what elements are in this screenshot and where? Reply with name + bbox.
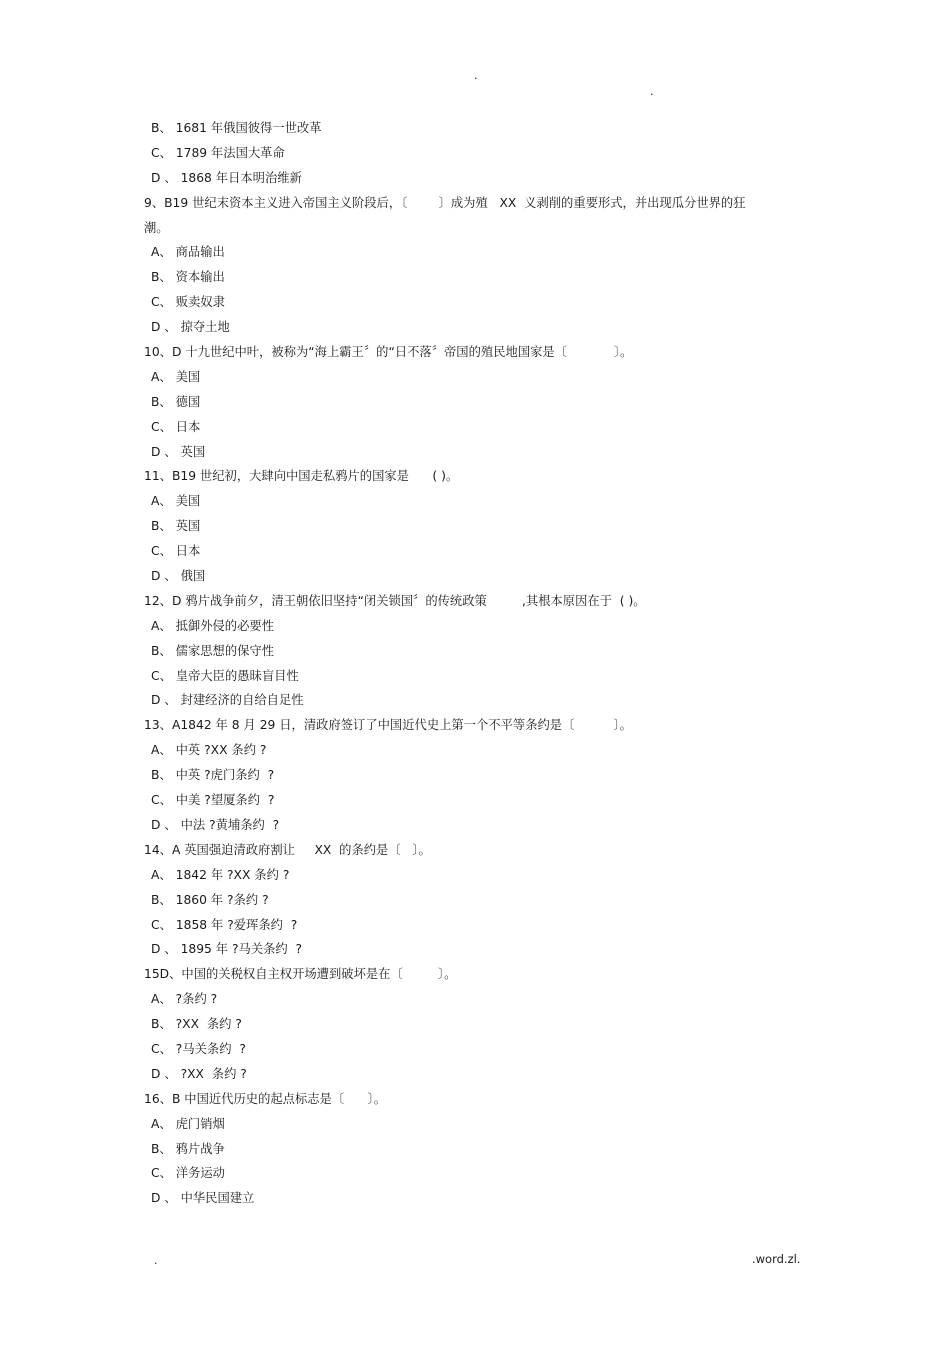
option-line: A、 ?条约 ?	[151, 992, 218, 1007]
option-line: D 、 ?XX 条约 ?	[151, 1066, 247, 1081]
option-line: D 、 英国	[151, 444, 206, 459]
option-line: B、 鸦片战争	[151, 1141, 225, 1156]
option-line: C、 皇帝大臣的愚昧盲目性	[151, 668, 299, 683]
option-line: C、 1789 年法国大革命	[151, 145, 285, 160]
option-line: B、 中英 ?虎门条约 ?	[151, 768, 275, 783]
option-line: C、 日本	[151, 419, 201, 434]
question-line: 11、B19 世纪初，大肆向中国走私鸦片的国家是 ( )。	[144, 469, 459, 484]
option-line: D 、 1895 年 ?马关条约 ?	[151, 942, 303, 957]
option-line: A、 商品输出	[151, 245, 225, 260]
option-line: A、 中英 ?XX 条约 ?	[151, 743, 267, 758]
option-line: A、 美国	[151, 494, 201, 509]
header-dot-center: .	[474, 69, 478, 82]
header-dot-right: .	[650, 85, 654, 98]
option-line: D 、 掠夺土地	[151, 320, 230, 335]
question-list	[0, 116, 950, 1211]
question-line: 12、D 鸦片战争前夕，清王朝依旧坚持“闭关锁国〞的传统政策 ,其根本原因在于 ( )。	[144, 593, 646, 608]
footer-dot: .	[154, 1254, 158, 1267]
option-line: B、 ?XX 条约 ?	[151, 1017, 242, 1032]
option-line: A、 美国	[151, 369, 201, 384]
option-line: C、 中美 ?望厦条约 ?	[151, 793, 275, 808]
question-line: 9、B19 世纪末资本主义进入帝国主义阶段后，〔 〕成为殖 XX 义剥削的重要形式，并出现瓜分世界的狂	[144, 195, 746, 210]
question-line: 16、B 中国近代历史的起点标志是〔 〕。	[144, 1091, 387, 1106]
option-line: B、 儒家思想的保守性	[151, 643, 275, 658]
footer-watermark: .word.zl.	[752, 1252, 801, 1266]
option-line: C、 日本	[151, 544, 201, 559]
option-line: D 、 中法 ?黄埔条约 ?	[151, 817, 280, 832]
question-line: 14、A 英国强迫清政府割让 XX 的条约是〔 〕。	[144, 842, 431, 857]
option-line: D 、 俄国	[151, 569, 206, 584]
option-line: D 、 封建经济的自给自足性	[151, 693, 304, 708]
option-line: A、 1842 年 ?XX 条约 ?	[151, 867, 290, 882]
question-line: 13、A1842 年 8 月 29 日，清政府签订了中国近代史上第一个不平等条约是〔 〕。	[144, 718, 632, 733]
option-line: B、 德国	[151, 394, 201, 409]
option-line: B、 1860 年 ?条约 ?	[151, 892, 269, 907]
option-line: D 、 1868 年日本明治维新	[151, 170, 302, 185]
option-line: B、 1681 年俄国彼得一世改革	[151, 121, 322, 135]
option-line: C、 1858 年 ?爱珲条约 ?	[151, 917, 298, 932]
question-line: 10、D 十九世纪中叶，被称为“海上霸王〞的“日不落〞帝国的殖民地国家是〔 〕。	[144, 345, 633, 360]
option-line: C、 洋务运动	[151, 1166, 225, 1181]
question-line: 15D、中国的关税权自主权开场遭到破坏是在〔 〕。	[144, 967, 457, 982]
question-continuation: 潮。	[144, 220, 169, 235]
option-line: B、 英国	[151, 519, 201, 534]
option-line: D 、 中华民国建立	[151, 1191, 255, 1206]
option-line: C、 贩卖奴隶	[151, 295, 225, 310]
option-line: A、 虎门销烟	[151, 1116, 225, 1131]
option-line: A、 抵御外侵的必要性	[151, 618, 274, 633]
option-line: C、 ?马关条约 ?	[151, 1041, 246, 1056]
option-line: B、 资本输出	[151, 270, 225, 285]
